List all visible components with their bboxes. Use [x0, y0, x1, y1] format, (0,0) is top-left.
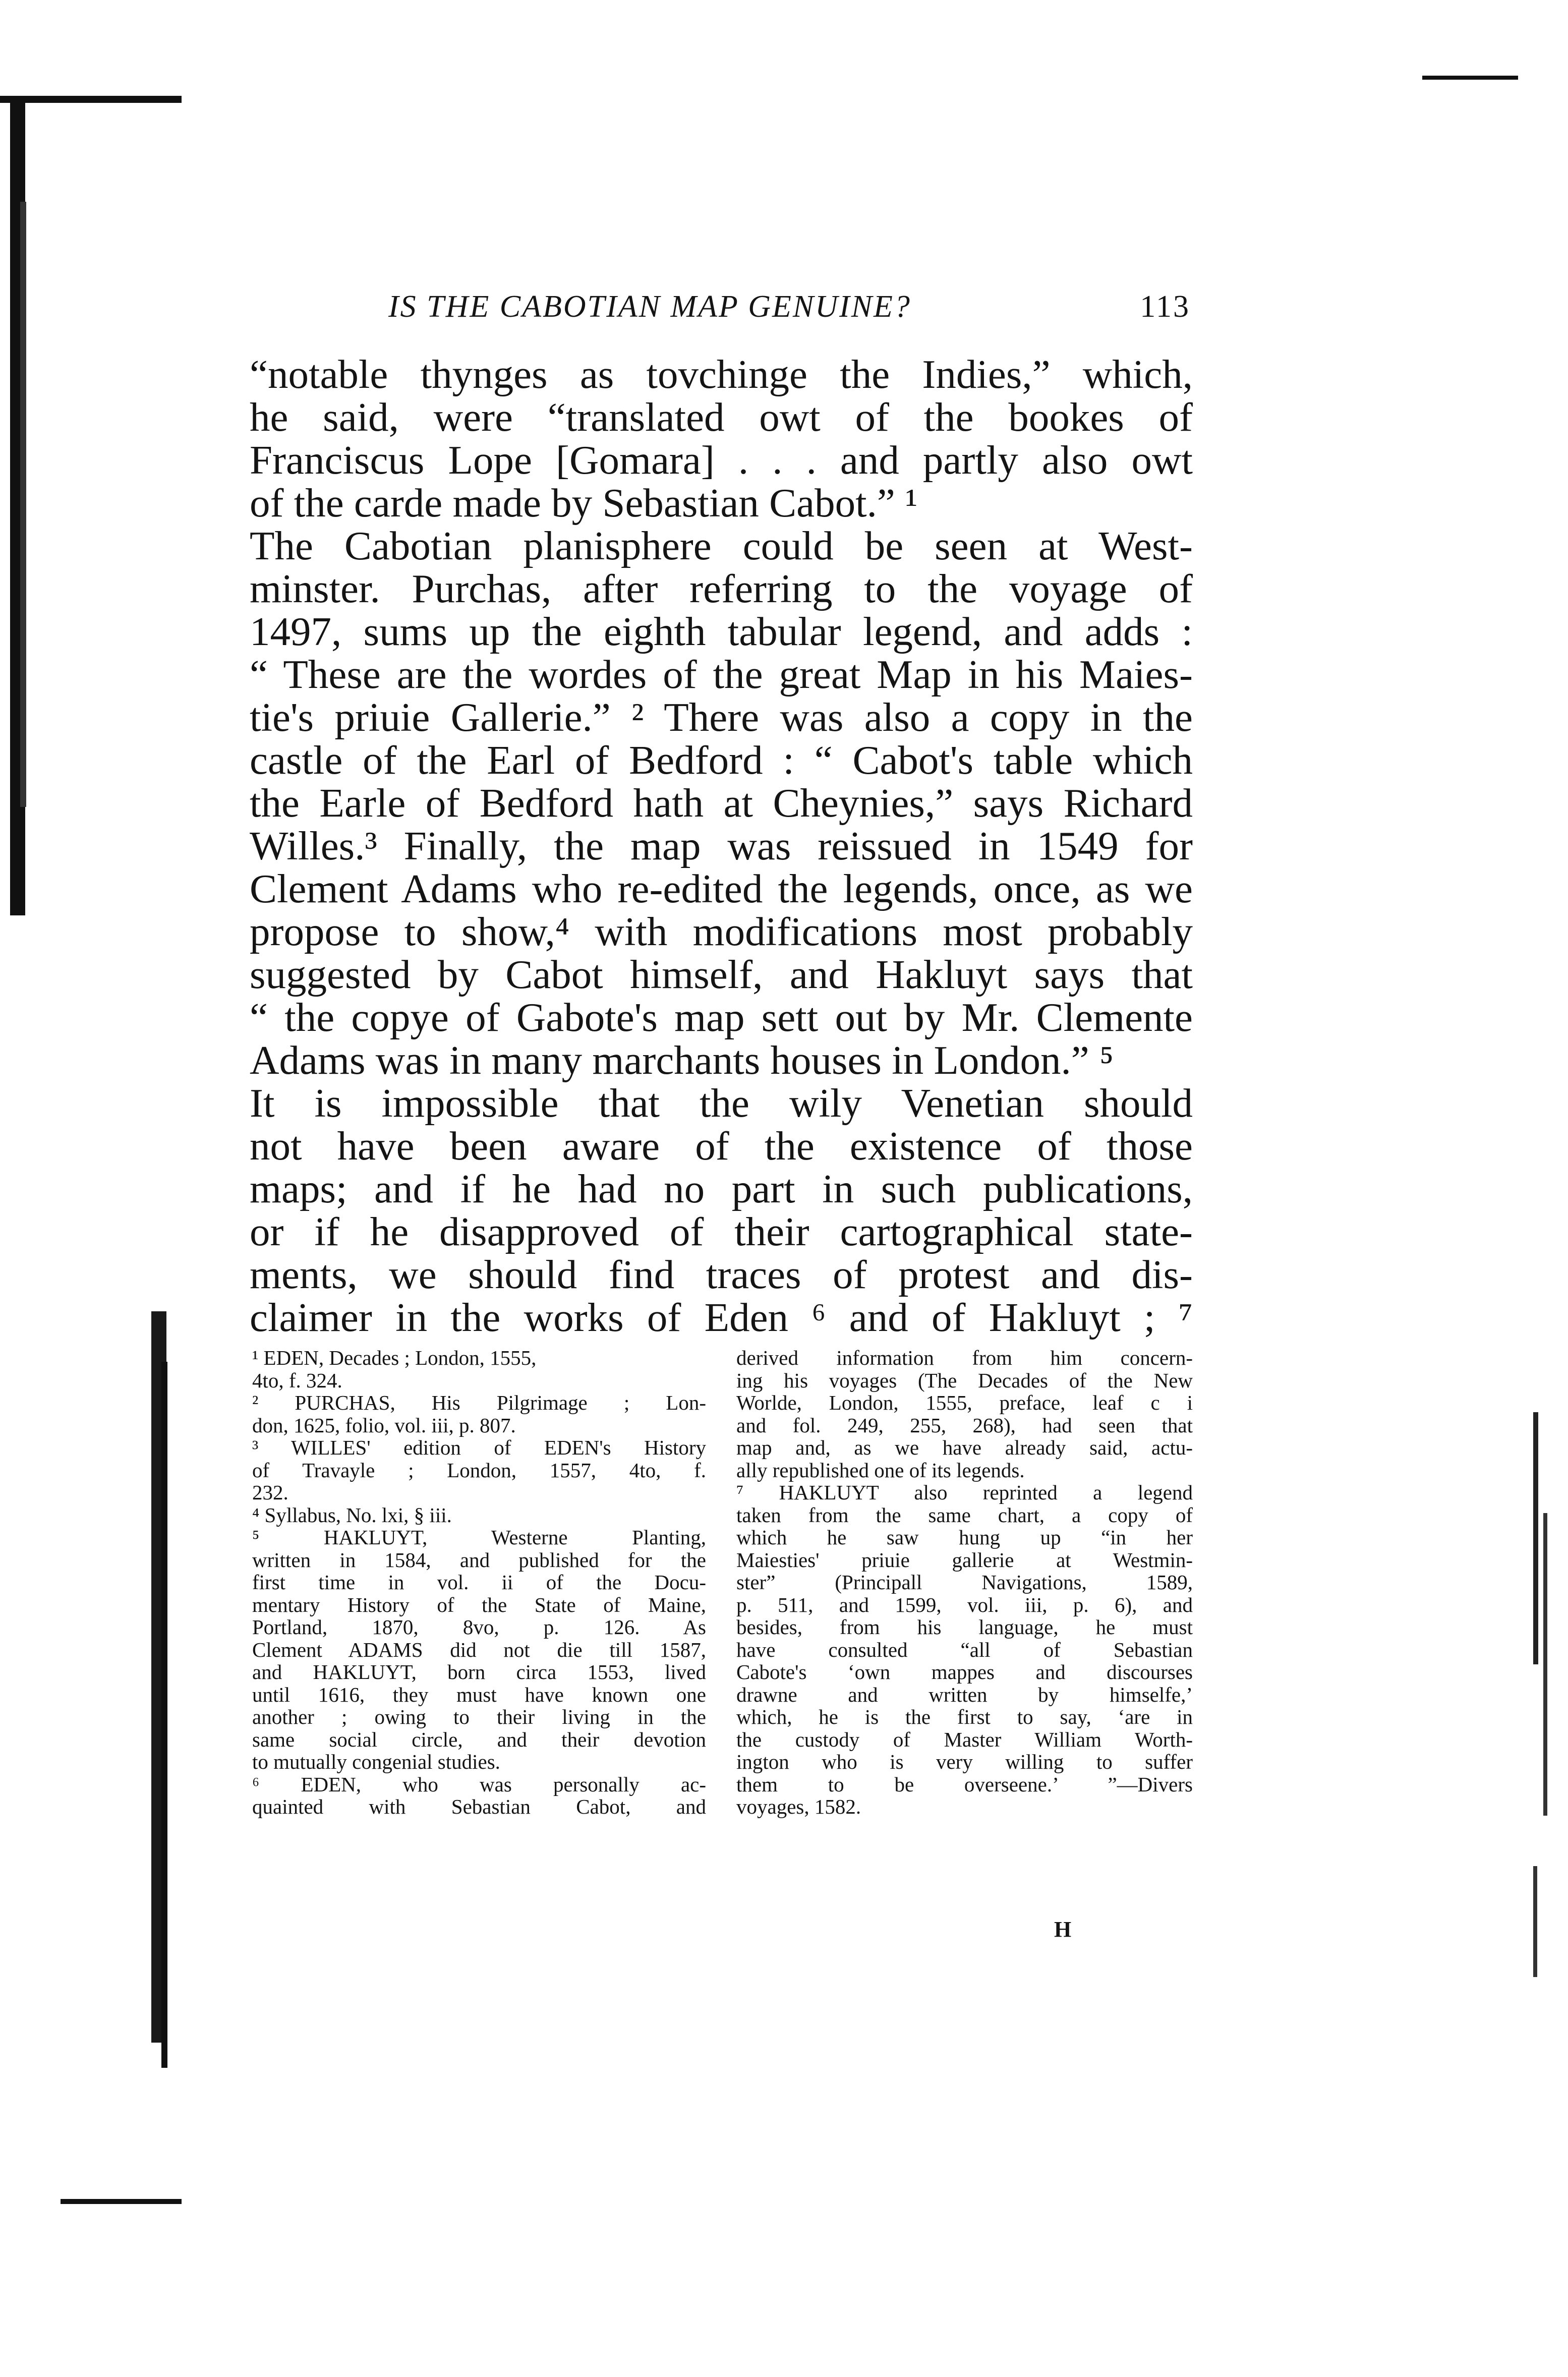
- footnote-line: ster” (Principall Navigations, 1589,: [736, 1571, 1193, 1594]
- text-line: “ These are the wordes of the great Map in his Maies-: [250, 652, 1193, 697]
- text-line: propose to show,⁴ with modifications most probably: [250, 909, 1193, 954]
- footnote-line: have consulted “all of Sebastian: [736, 1638, 1193, 1661]
- text-line: the Earle of Bedford hath at Cheynies,” says Richard: [250, 780, 1193, 826]
- footnote-line: 4to, f. 324.: [252, 1368, 342, 1392]
- signature-mark: H: [1054, 1917, 1072, 1942]
- footnotes-right-column: [736, 1347, 1193, 1818]
- footnote-line: which he saw hung up “in her: [736, 1526, 1193, 1549]
- running-header: [388, 280, 1190, 325]
- footnote-line: them to be overseene.’ ”—Divers: [736, 1772, 1193, 1796]
- page-number: 113: [1140, 289, 1190, 324]
- footnote-line: ⁴ Syllabus, No. lxi, § iii.: [252, 1503, 452, 1527]
- text-line: castle of the Earl of Bedford : “ Cabot's table which: [250, 737, 1193, 783]
- footnote-line: same social circle, and their devotion: [252, 1727, 706, 1751]
- footnote-line: besides, from his language, he must: [736, 1615, 1193, 1639]
- text-line: “notable thynges as tovchinge the Indies,” which,: [250, 352, 1193, 397]
- scan-edge-mark: [1422, 76, 1518, 80]
- text-line: ments, we should find traces of protest and dis-: [250, 1252, 1193, 1297]
- footnote-line: Portland, 1870, 8vo, p. 126. As: [252, 1615, 706, 1639]
- text-line: Willes.³ Finally, the map was reissued in 1549 for: [250, 823, 1193, 868]
- footnote-line: the custody of Master William Worth-: [736, 1727, 1193, 1751]
- footnote-line: Cabote's ‘own mappes and discourses: [736, 1660, 1193, 1684]
- footnote-line: ⁵ HAKLUYT, Westerne Planting,: [252, 1526, 706, 1549]
- footnote-line: map and, as we have already said, actu-: [736, 1436, 1193, 1459]
- footnote-line: don, 1625, folio, vol. iii, p. 807.: [252, 1413, 516, 1437]
- footnote-line: Maiesties' priuie gallerie at Westmin-: [736, 1548, 1193, 1572]
- scan-edge-mark: [1533, 1866, 1537, 1977]
- footnote-line: and fol. 249, 255, 268), had seen that: [736, 1413, 1193, 1437]
- text-line: claimer in the works of Eden ⁶ and of Hakluyt ; ⁷: [250, 1295, 1193, 1340]
- text-line: he said, were “translated owt of the bookes of: [250, 394, 1193, 440]
- text-line: tie's priuie Gallerie.” ² There was also a copy in the: [250, 694, 1193, 740]
- text-line: Adams was in many marchants houses in London.” ⁵: [250, 1037, 1114, 1083]
- scan-edge-mark: [1543, 1513, 1547, 1816]
- footnote-line: and HAKLUYT, born circa 1553, lived: [252, 1660, 706, 1684]
- text-line: “ the copye of Gabote's map sett out by Mr. Clemente: [250, 995, 1193, 1040]
- text-line: or if he disapproved of their cartographical state-: [250, 1209, 1193, 1254]
- running-title: IS THE CABOTIAN MAP GENUINE?: [388, 289, 911, 324]
- footnote-line: mentary History of the State of Maine,: [252, 1593, 706, 1616]
- footnote-line: ² PURCHAS, His Pilgrimage ; Lon-: [252, 1391, 706, 1414]
- footnote-line: drawne and written by himselfe,’: [736, 1683, 1193, 1706]
- footnote-line: of Travayle ; London, 1557, 4to, f.: [252, 1458, 706, 1482]
- footnote-line: taken from the same chart, a copy of: [736, 1503, 1193, 1527]
- footnote-line: p. 511, and 1599, vol. iii, p. 6), and: [736, 1593, 1193, 1616]
- footnote-line: derived information from him concern-: [736, 1346, 1193, 1369]
- footnote-line: another ; owing to their living in the: [252, 1705, 706, 1728]
- scan-edge-mark: [1533, 1412, 1538, 1664]
- footnote-line: to mutually congenial studies.: [252, 1750, 500, 1773]
- footnote-line: 232.: [252, 1481, 288, 1504]
- main-text: [250, 353, 1193, 1339]
- text-line: maps; and if he had no part in such publications,: [250, 1166, 1193, 1211]
- text-line: It is impossible that the wily Venetian should: [250, 1080, 1193, 1126]
- footnote-line: quainted with Sebastian Cabot, and: [252, 1795, 706, 1818]
- scan-edge-mark: [161, 1362, 167, 2068]
- footnote-line: ¹ EDEN, Decades ; London, 1555,: [252, 1346, 537, 1369]
- footnote-line: first time in vol. ii of the Docu-: [252, 1571, 706, 1594]
- text-line: Franciscus Lope [Gomara] . . . and partly also owt: [250, 437, 1193, 483]
- footnote-line: written in 1584, and published for the: [252, 1548, 706, 1572]
- text-line: suggested by Cabot himself, and Hakluyt says that: [250, 952, 1193, 997]
- text-line: not have been aware of the existence of those: [250, 1123, 1193, 1169]
- footnote-line: until 1616, they must have known one: [252, 1683, 706, 1706]
- text-line: of the carde made by Sebastian Cabot.” ¹: [250, 480, 918, 526]
- footnote-line: Worlde, London, 1555, preface, leaf c i: [736, 1391, 1193, 1414]
- text-line: The Cabotian planisphere could be seen at West-: [250, 523, 1193, 568]
- footnote-line: ³ WILLES' edition of EDEN's History: [252, 1436, 706, 1459]
- text-line: minster. Purchas, after referring to the voyage of: [250, 566, 1193, 611]
- footnote-line: ing his voyages (The Decades of the New: [736, 1368, 1193, 1392]
- scan-edge-mark: [61, 2199, 182, 2204]
- text-line: Clement Adams who re-edited the legends, once, as we: [250, 866, 1193, 911]
- footnote-line: ⁶ EDEN, who was personally ac-: [252, 1772, 706, 1796]
- scan-edge-mark: [0, 96, 182, 103]
- footnotes-left-column: [252, 1347, 706, 1818]
- footnote-line: ington who is very willing to suffer: [736, 1750, 1193, 1773]
- footnote-line: ⁷ HAKLUYT also reprinted a legend: [736, 1481, 1193, 1504]
- scan-edge-mark: [20, 202, 26, 807]
- footnote-line: Clement ADAMS did not die till 1587,: [252, 1638, 706, 1661]
- footnote-line: ally republished one of its legends.: [736, 1458, 1025, 1482]
- footnote-line: which, he is the first to say, ‘are in: [736, 1705, 1193, 1728]
- footnote-line: voyages, 1582.: [736, 1795, 861, 1818]
- text-line: 1497, sums up the eighth tabular legend, and adds :: [250, 609, 1193, 654]
